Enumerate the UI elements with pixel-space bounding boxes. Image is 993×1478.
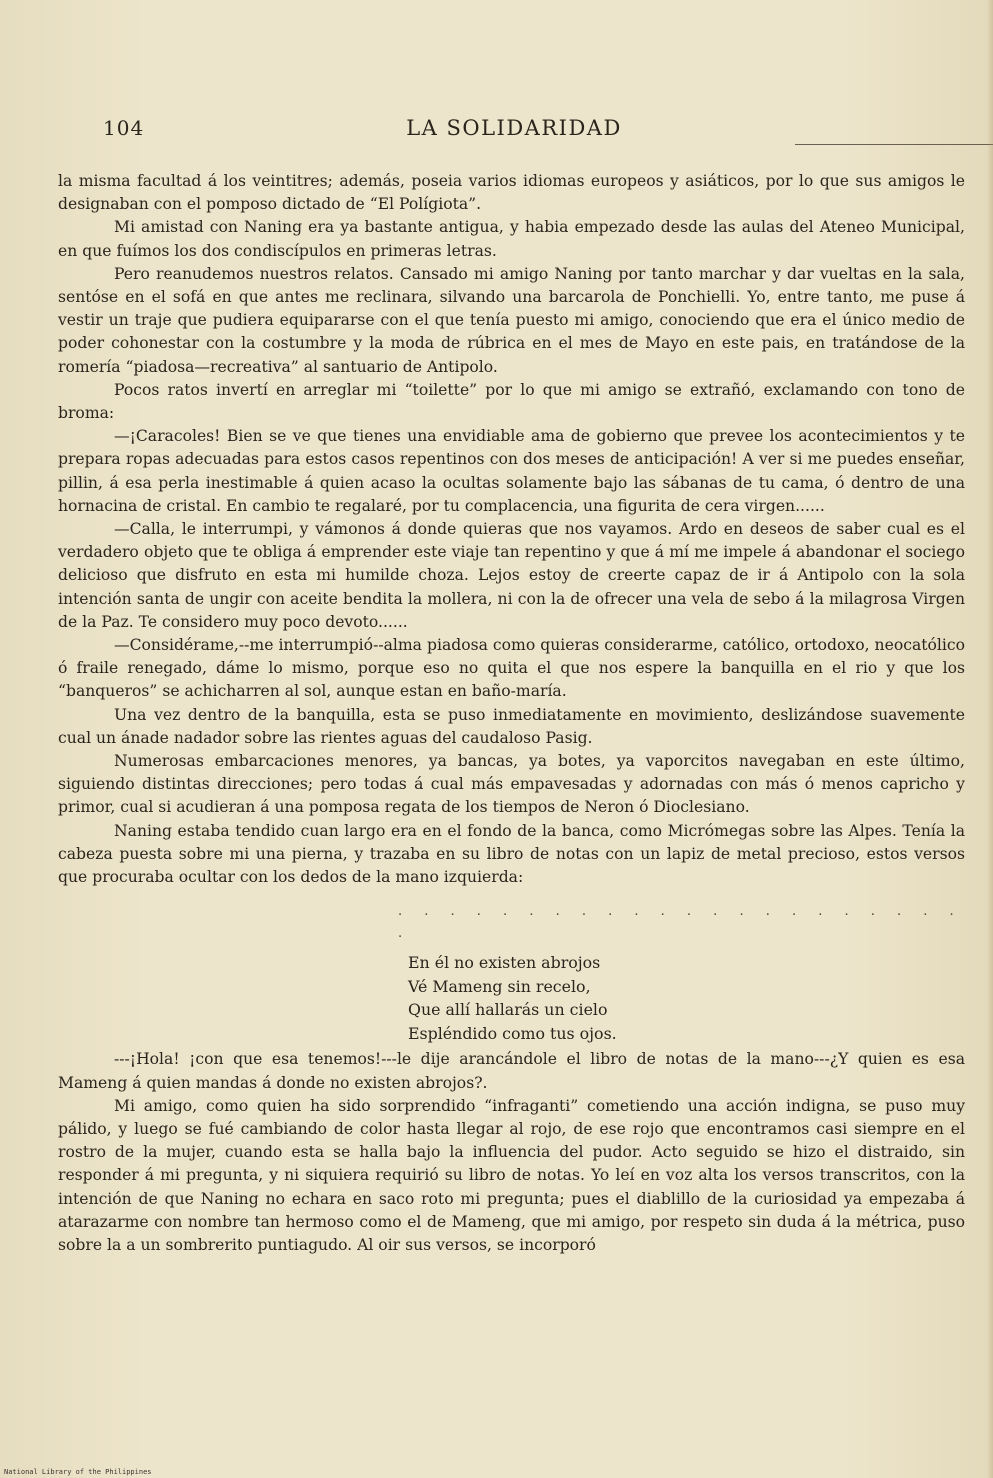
paragraph-2: Mi amistad con Naning era ya bastante antigua, y habia empezado desde las aulas del Ateneo Municipal, en que fuímos los dos condiscípulos en primeras letras. xyxy=(58,218,965,260)
verse-line-4: Espléndido como tus ojos. xyxy=(408,1023,617,1043)
paragraph-10: Naning estaba tendido cuan largo era en el fondo de la banca, como Micrómegas sobre las Alpes. Tenía la cabeza puesta sobre mi una pierna, y trazaba en su libro de notas con un lapiz de metal precioso, estos versos que procuraba ocultar con los dedos de la mano izquierda: xyxy=(58,821,965,887)
verse-stanza xyxy=(408,951,965,1045)
paragraph-9: Numerosas embarcaciones menores, ya bancas, ya botes, ya vaporcitos navegaban en este último, siguiendo distintas direcciones; pero todas á cual más empavesadas y adornadas con más ó menos capricho y primor, cual si acudieran á una pomposa regata de los tiempos de Neron ó Dioclesiano. xyxy=(58,752,965,817)
library-footer: National Library of the Philippines xyxy=(4,1468,152,1476)
paragraph-11: ---¡Hola! ¡con que esa tenemos!---le dije arancándole el libro de notas de la mano---¿Y quien es esa Mameng á quien mandas á donde no existen abrojos?. xyxy=(58,1050,965,1092)
paragraph-6: —Calla, le interrumpi, y vámonos á donde quieras que nos vayamos. Ardo en deseos de saber cual es el verdadero objeto que te obliga á emprender este viaje tan repentino y que á mí me impele á abandonar el sociego delicioso que disfruto en esta mi humilde choza. Lejos estoy de creerte capaz de ir á Antipolo con la sola intención santa de ungir con aceite bendita la mollera, ni con la de ofrecer una vela de sebo á la milagrosa Virgen de la Paz. Te considero muy poco devoto...... xyxy=(58,520,965,631)
paragraph-1: la misma facultad á los veintitres; además, poseia varios idiomas europeos y asiáticos, por lo que sus amigos le designaban con el pomposo dictado de “El Polígiota”. xyxy=(58,172,965,214)
page-header xyxy=(55,116,973,148)
body-text xyxy=(58,170,965,1257)
paragraph-5: —¡Caracoles! Bien se ve que tienes una envidiable ama de gobierno que prevee los acontecimientos y te prepara ropas adecuadas para estos casos repentinos con dos meses de anticipación! A ver si me puedes enseñar, pillin, á esa perla inestimable á quien acaso la ocultas solamente bajo las sábanas de tu cama, ó dentro de una hornacina de cristal. En cambio te regalaré, por tu complacencia, una figurita de cera virgen...... xyxy=(58,427,965,515)
verse-line-3: Que allí hallarás un cielo xyxy=(408,1000,608,1020)
header-rule xyxy=(795,144,993,145)
paragraph-3: Pero reanudemos nuestros relatos. Cansado mi amigo Naning por tanto marchar y dar vueltas en la sala, sentóse en el sofá en que antes me reclinara, silvando una barcarola de Ponchielli. Yo, entre tanto, me puse á vestir un traje que pudiera equipararse con el que tenía puesto mi amigo, conociendo que era el único medio de poder cohonestar con la costumbre y la moda de rúbrica en el mes de Mayo en este pais, en tratándose de la romería “piadosa—recreativa” al santuario de Antipolo. xyxy=(58,264,965,376)
page-number: 104 xyxy=(103,116,145,140)
verse-line-1: En él no existen abrojos xyxy=(408,953,601,973)
paragraph-8: Una vez dentro de la banquilla, esta se puso inmediatamente en movimiento, deslizándose suavemente cual un ánade nadador sobre las rientes aguas del caudaloso Pasig. xyxy=(58,705,965,747)
running-title: LA SOLIDARIDAD xyxy=(406,116,622,140)
ellipsis-row: . . . . . . . . . . . . . . . . . . . . . . . xyxy=(398,904,963,942)
paragraph-4: Pocos ratos invertí en arreglar mi “toilette” por lo que mi amigo se extrañó, exclamando con tono de broma: xyxy=(58,380,965,423)
paragraph-12: Mi amigo, como quien ha sido sorprendido “infraganti” cometiendo una acción indigna, se puso muy pálido, y luego se fué cambiando de color hasta llegar al rojo, de ese rojo que encontramos casi siempre en el rostro de la mujer, cuando esta se halla bajo la influencia del pudor. Acto seguido se hizo el distraido, sin responder á mi pregunta, y ni siquiera requirió su libro de notas. Yo leí en voz alta los versos transcritos, con la intención de que Naning no echara en saco roto mi pregunta; pues el diablillo de la curiosidad ya empezaba á atarazarme con nombre tan hermoso como el de Mameng, que mi amigo, por respeto sin duda á la métrica, puso sobre la a un sombrerito puntiagudo. Al oir sus versos, se incorporó xyxy=(58,1096,965,1254)
page-edge-shadow xyxy=(987,0,993,1478)
verse-line-2: Vé Mameng sin recelo, xyxy=(408,976,591,996)
paragraph-7: —Considérame,--me interrumpió--alma piadosa como quieras considerarme, católico, ortodoxo, neocatólico ó fraile renegado, dáme lo mismo, porque eso no quita el que nos espere la banquilla en el rio y que los “banqueros” se achicharren al sol, aunque estan en baño-maría. xyxy=(58,636,965,701)
